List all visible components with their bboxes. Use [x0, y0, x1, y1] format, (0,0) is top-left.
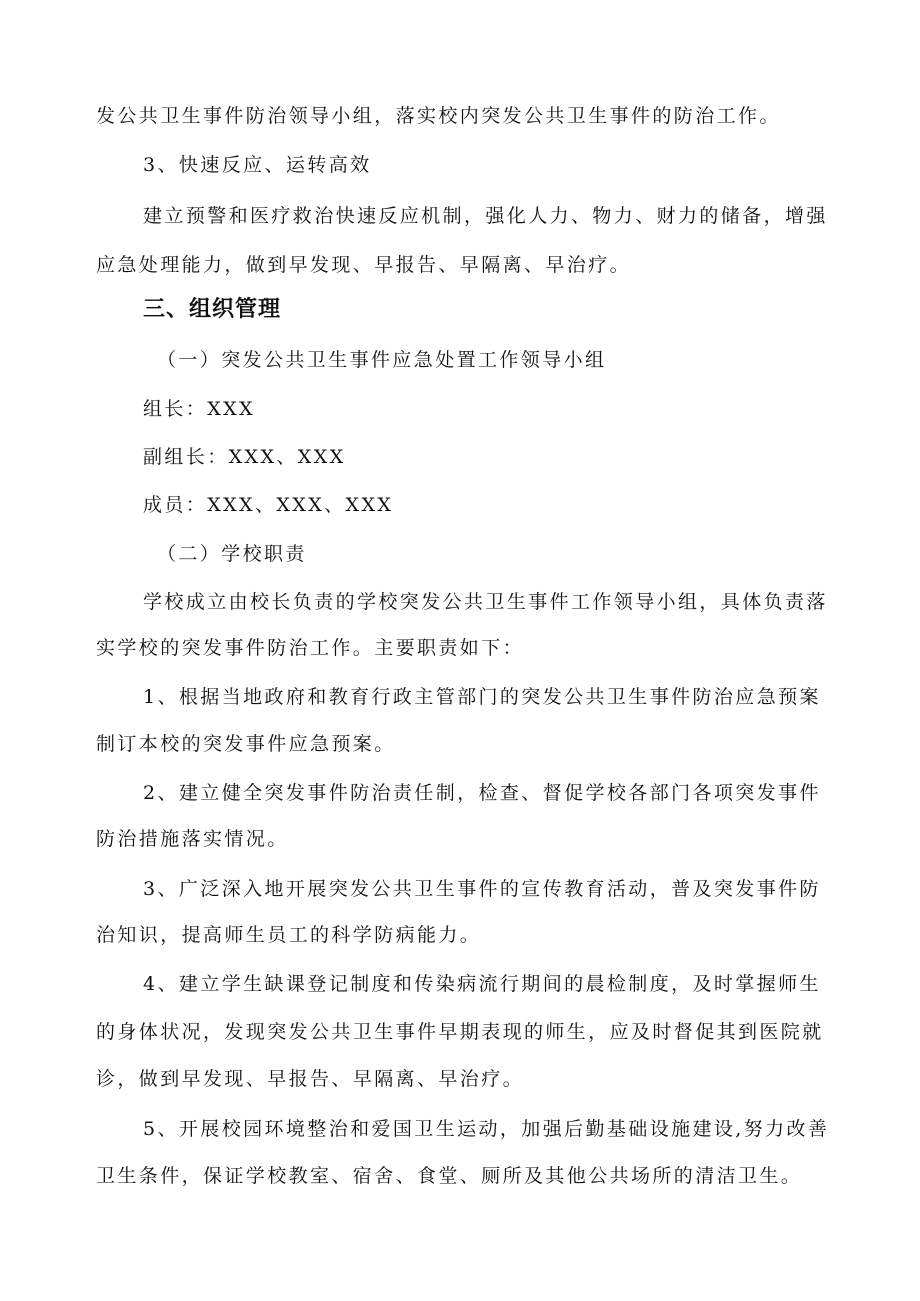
paragraph-line: 卫生条件，保证学校教室、宿舍、食堂、厕所及其他公共场所的清洁卫生。: [96, 1165, 803, 1187]
member-line: 副组长：XXX、XXX: [143, 446, 346, 468]
paragraph-line: 诊，做到早发现、早报告、早隔离、早治疗。: [96, 1068, 525, 1090]
paragraph-line: 的身体状况，发现突发公共卫生事件早期表现的师生，应及时督促其到医院就: [96, 1021, 824, 1043]
paragraph-line: 应急处理能力，做到早发现、早报告、早隔离、早治疗。: [96, 254, 632, 276]
paragraph-line: 治知识，提高师生员工的科学防病能力。: [96, 924, 482, 946]
list-item-heading: 3、快速反应、运转高效: [143, 154, 372, 176]
paragraph-line: 防治措施落实情况。: [96, 828, 289, 850]
subsection-heading: （二）学校职责: [157, 543, 307, 565]
member-line: 组长：XXX: [143, 398, 255, 420]
paragraph-line: 发公共卫生事件防治领导小组，落实校内突发公共卫生事件的防治工作。: [96, 105, 781, 127]
paragraph-line: 4、建立学生缺课登记制度和传染病流行期间的晨检制度，及时掌握师生: [143, 973, 821, 995]
paragraph-line: 2、建立健全突发事件防治责任制，检查、督促学校各部门各项突发事件: [143, 782, 821, 804]
paragraph-line: 3、广泛深入地开展突发公共卫生事件的宣传教育活动，普及突发事件防: [143, 878, 821, 900]
paragraph-line: 1、根据当地政府和教育行政主管部门的突发公共卫生事件防治应急预案: [143, 686, 821, 708]
paragraph-line: 实学校的突发事件防治工作。主要职责如下：: [96, 637, 525, 659]
section-heading: 三、组织管理: [143, 297, 282, 322]
member-line: 成员：XXX、XXX、XXX: [143, 494, 394, 516]
paragraph-line: 建立预警和医疗救治快速反应机制，强化人力、物力、财力的储备，增强: [143, 205, 828, 227]
paragraph-line: 学校成立由校长负责的学校突发公共卫生事件工作领导小组，具体负责落: [143, 591, 828, 613]
subsection-heading: （一）突发公共卫生事件应急处置工作领导小组: [157, 349, 607, 371]
paragraph-line: 制订本校的突发事件应急预案。: [96, 733, 396, 755]
paragraph-line: 5、开展校园环境整治和爱国卫生运动，加强后勤基础设施建设,努力改善: [143, 1118, 830, 1140]
